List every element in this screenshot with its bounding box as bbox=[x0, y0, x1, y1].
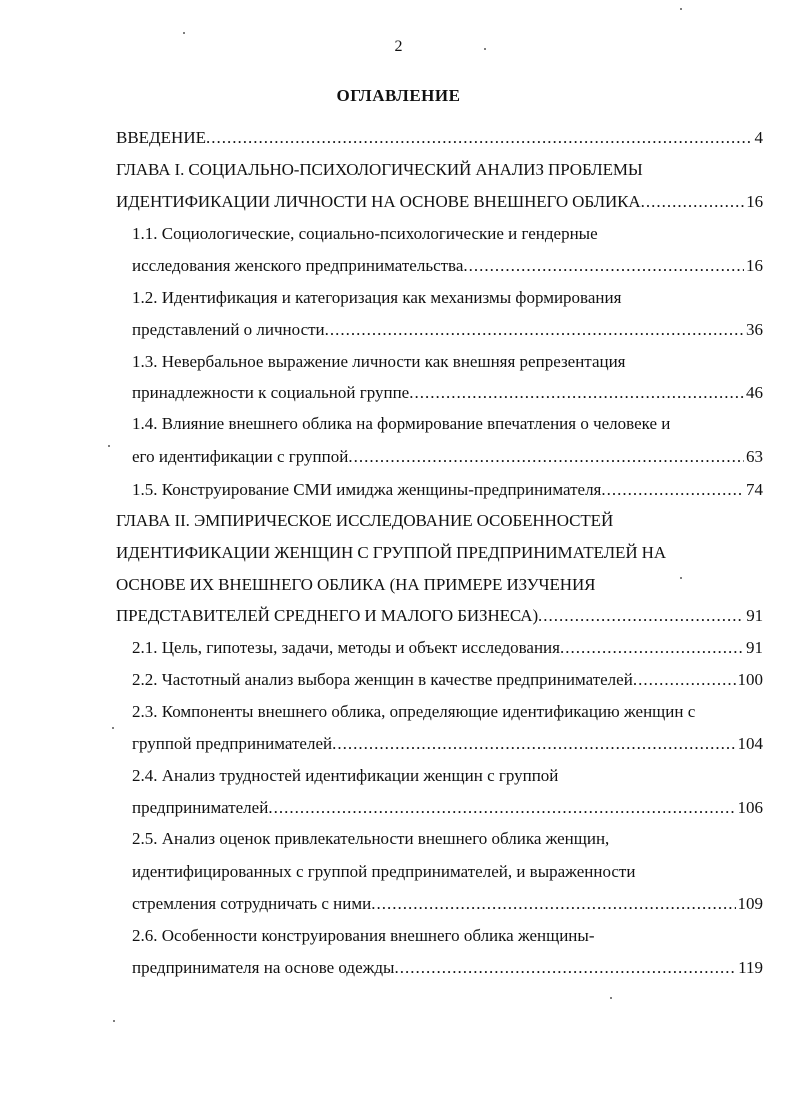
toc-entry-1-5 bbox=[0, 478, 797, 502]
dot-leader bbox=[268, 796, 735, 820]
toc-entry-chapter-2-cont-1 bbox=[0, 541, 797, 565]
toc-entry-chapter-2-cont-2 bbox=[0, 573, 797, 597]
toc-entry-chapter-2 bbox=[0, 509, 797, 533]
toc-entry-1-1-cont bbox=[0, 254, 797, 278]
toc-entry-page: 16 bbox=[746, 192, 763, 211]
dot-leader bbox=[332, 732, 735, 756]
scan-speck bbox=[680, 577, 682, 579]
toc-entry-title: 2.2. Частотный анализ выбора женщин в качестве предпринимателей bbox=[132, 670, 633, 689]
toc-leader bbox=[132, 732, 763, 756]
toc-entry-1-4-cont bbox=[0, 445, 797, 469]
toc-leader bbox=[132, 254, 763, 278]
toc-entry-title: предпринимателей bbox=[132, 798, 269, 817]
toc-entry-page: 91 bbox=[746, 606, 763, 625]
toc-leader bbox=[132, 445, 763, 469]
toc-entry-page: 106 bbox=[737, 798, 763, 817]
dot-leader bbox=[633, 668, 736, 692]
toc-entry-page: 46 bbox=[746, 383, 763, 402]
toc-entry-1-4 bbox=[0, 412, 797, 436]
toc-entry-1-3-cont bbox=[0, 381, 797, 405]
toc-leader bbox=[132, 636, 763, 660]
toc-entry-title: принадлежности к социальной группе bbox=[132, 383, 410, 402]
toc-leader bbox=[116, 126, 763, 150]
toc-entry-title: ВВЕДЕНИЕ bbox=[116, 128, 206, 147]
toc-entry-title: ИДЕНТИФИКАЦИИ ЛИЧНОСТИ НА ОСНОВЕ ВНЕШНЕГО ОБЛИКА bbox=[116, 192, 641, 211]
scan-speck bbox=[484, 48, 486, 50]
dot-leader bbox=[206, 126, 753, 150]
toc-entry-title: 2.5. Анализ оценок привлекательности внешнего облика женщин, bbox=[132, 829, 610, 848]
toc-leader bbox=[132, 381, 763, 405]
toc-entry-title: 1.3. Невербальное выражение личности как внешняя репрезентация bbox=[132, 352, 626, 371]
toc-entry-title: ОСНОВЕ ИХ ВНЕШНЕГО ОБЛИКА (НА ПРИМЕРЕ ИЗУЧЕНИЯ bbox=[116, 575, 596, 594]
scan-speck bbox=[112, 727, 114, 729]
toc-entry-2-3 bbox=[0, 700, 797, 724]
toc-entry-2-5-cont-1 bbox=[0, 860, 797, 884]
dot-leader bbox=[325, 318, 744, 342]
toc-entry-introduction bbox=[0, 126, 797, 150]
toc-leader bbox=[132, 668, 763, 692]
toc-entry-page: 119 bbox=[738, 958, 763, 977]
toc-entry-page: 4 bbox=[754, 128, 763, 147]
toc-entry-2-4-cont bbox=[0, 796, 797, 820]
toc-entry-title: ИДЕНТИФИКАЦИИ ЖЕНЩИН С ГРУППОЙ ПРЕДПРИНИМАТЕЛЕЙ НА bbox=[116, 543, 666, 562]
toc-entry-2-3-cont bbox=[0, 732, 797, 756]
dot-leader bbox=[601, 478, 744, 502]
toc-entry-page: 91 bbox=[746, 638, 763, 657]
toc-leader bbox=[132, 796, 763, 820]
toc-entry-title: ГЛАВА II. ЭМПИРИЧЕСКОЕ ИССЛЕДОВАНИЕ ОСОБЕННОСТЕЙ bbox=[116, 511, 614, 530]
toc-entry-title: стремления сотрудничать с ними bbox=[132, 894, 372, 913]
toc-entry-page: 100 bbox=[737, 670, 763, 689]
dot-leader bbox=[394, 956, 736, 980]
toc-entry-2-5 bbox=[0, 827, 797, 851]
toc-entry-1-2-cont bbox=[0, 318, 797, 342]
toc-entry-2-6 bbox=[0, 924, 797, 948]
toc-entry-page: 16 bbox=[746, 256, 763, 275]
toc-entry-title: представлений о личности bbox=[132, 320, 325, 339]
toc-entry-page: 63 bbox=[746, 447, 763, 466]
toc-entry-title: 1.1. Социологические, социально-психологические и гендерные bbox=[132, 224, 598, 243]
toc-entry-title: его идентификации с группой bbox=[132, 447, 349, 466]
dot-leader bbox=[463, 254, 744, 278]
toc-heading: ОГЛАВЛЕНИЕ bbox=[336, 86, 461, 105]
dot-leader bbox=[348, 445, 744, 469]
toc-entry-title: предпринимателя на основе одежды bbox=[132, 958, 395, 977]
toc-entry-page: 109 bbox=[737, 894, 763, 913]
toc-entry-title: 2.3. Компоненты внешнего облика, определяющие идентификацию женщин с bbox=[132, 702, 696, 721]
toc-entry-title: группой предпринимателей bbox=[132, 734, 333, 753]
toc-leader bbox=[116, 604, 763, 628]
page-number: 2 bbox=[394, 38, 403, 55]
toc-leader bbox=[132, 318, 763, 342]
dot-leader bbox=[371, 892, 735, 916]
toc-entry-chapter-1 bbox=[0, 158, 797, 182]
toc-entry-chapter-2-cont-3 bbox=[0, 604, 797, 628]
toc-entry-title: 1.5. Конструирование СМИ имиджа женщины-предпринимателя bbox=[132, 480, 602, 499]
scan-speck bbox=[183, 32, 185, 34]
toc-entry-1-2 bbox=[0, 286, 797, 310]
scan-speck bbox=[108, 445, 110, 447]
toc-entry-title: исследования женского предпринимательства bbox=[132, 256, 464, 275]
scan-speck bbox=[610, 997, 612, 999]
toc-entry-2-6-cont bbox=[0, 956, 797, 980]
toc-entry-2-5-cont-2 bbox=[0, 892, 797, 916]
toc-entry-chapter-1-cont bbox=[0, 190, 797, 214]
toc-entry-page: 104 bbox=[737, 734, 763, 753]
toc-entry-page: 36 bbox=[746, 320, 763, 339]
toc-entry-title: идентифицированных с группой предпринимателей, и выраженности bbox=[132, 862, 636, 881]
toc-entry-page: 74 bbox=[746, 480, 763, 499]
toc-entry-1-1 bbox=[0, 222, 797, 246]
toc-entry-2-1 bbox=[0, 636, 797, 660]
toc-entry-title: 2.1. Цель, гипотезы, задачи, методы и объект исследования bbox=[132, 638, 560, 657]
toc-entry-title: 2.4. Анализ трудностей идентификации женщин с группой bbox=[132, 766, 559, 785]
toc-entry-2-2 bbox=[0, 668, 797, 692]
scan-speck bbox=[113, 1020, 115, 1022]
toc-entry-1-3 bbox=[0, 350, 797, 374]
toc-entry-title: ГЛАВА I. СОЦИАЛЬНО-ПСИХОЛОГИЧЕСКИЙ АНАЛИЗ ПРОБЛЕМЫ bbox=[116, 160, 643, 179]
toc-leader bbox=[132, 956, 763, 980]
dot-leader bbox=[560, 636, 744, 660]
scan-speck bbox=[680, 8, 682, 10]
toc-leader bbox=[132, 478, 763, 502]
dot-leader bbox=[538, 604, 744, 628]
toc-entry-title: 2.6. Особенности конструирования внешнего облика женщины- bbox=[132, 926, 595, 945]
toc-entry-title: 1.2. Идентификация и категоризация как механизмы формирования bbox=[132, 288, 622, 307]
toc-entry-2-4 bbox=[0, 764, 797, 788]
toc-leader bbox=[132, 892, 763, 916]
toc-entry-title: ПРЕДСТАВИТЕЛЕЙ СРЕДНЕГО И МАЛОГО БИЗНЕСА) bbox=[116, 606, 539, 625]
dot-leader bbox=[409, 381, 744, 405]
dot-leader bbox=[641, 190, 745, 214]
toc-entry-title: 1.4. Влияние внешнего облика на формирование впечатления о человеке и bbox=[132, 414, 671, 433]
toc-leader bbox=[116, 190, 763, 214]
